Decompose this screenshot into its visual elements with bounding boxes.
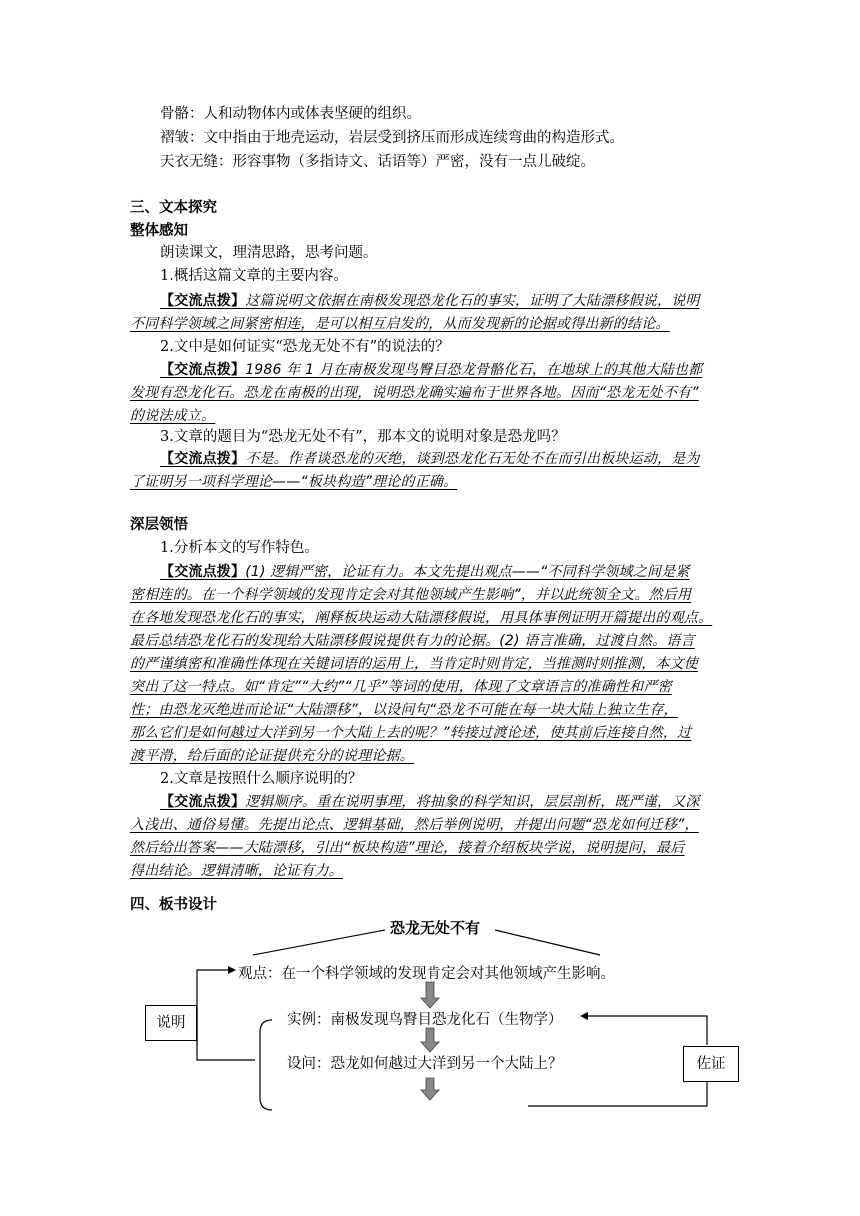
board-viewpoint: 观点：在一个科学领域的发现肯定会对其他领域产生影响。 <box>238 966 615 982</box>
section-title: 四、板书设计 <box>130 897 217 913</box>
answer-text: (1) 逻辑严密，论证有力。本文先提出观点——“不同科学领域之间是紧 <box>245 564 690 580</box>
question-connector <box>197 1010 255 1060</box>
answer-tag: 【交流点拨】 <box>160 451 246 467</box>
glossary-item: 骨骼：人和动物体内或体表坚硬的组织。 <box>160 106 421 122</box>
viewpoint-connector <box>197 970 228 1045</box>
board-question: 设问：恐龙如何越过大洋到另一个大陆上？ <box>287 1056 563 1072</box>
evidence-connector <box>588 1016 707 1045</box>
answer-line: 不同科学领域之间紧密相连，是可以相互启发的，从而发现新的论据或得出新的结论。 <box>130 316 670 332</box>
question: 1.分析本文的写作特色。 <box>160 540 319 556</box>
answer-tag: 【交流点拨】 <box>160 564 246 580</box>
section-title: 三、文本探究 <box>130 200 217 216</box>
answer-line: 然后给出答案——大陆漂移，引出“板块构造”理论，接着介绍板块学说，说明提问，最后 <box>130 840 685 856</box>
question: 2.文中是如何证实“恐龙无处不有”的说法的？ <box>160 339 450 355</box>
intro-text: 朗读课文，理清思路，思考问题。 <box>160 245 378 261</box>
question: 3.文章的题目为“恐龙无处不有”，那本文的说明对象是恐龙吗？ <box>160 429 566 445</box>
answer-text: 逻辑顺序。重在说明事理，将抽象的科学知识，层层剖析，既严谨，又深 <box>245 794 700 810</box>
arrow-head-right <box>228 966 236 974</box>
answer-line: 入浅出、通俗易懂。先提出论点、逻辑基础，然后举例说明，并提出问题“恐龙如何迁移”， <box>130 817 699 833</box>
subsection-title: 整体感知 <box>130 223 188 239</box>
evidence-bottom-connector <box>528 1080 707 1106</box>
answer-line: 密相连的。在一个科学领域的发现肯定会对其他领域产生影响”，并以此统领全文。然后用 <box>130 587 692 603</box>
answer-tag: 【交流点拨】 <box>160 293 246 309</box>
answer-line: 最后总结恐龙化石的发现给大陆漂移假说提供有力的论据。(2) 语言准确，过渡自然。语言 <box>130 633 695 649</box>
glossary-item: 褶皱：文中指由于地壳运动，岩层受到挤压而形成连续弯曲的构造形式。 <box>160 130 624 146</box>
answer-line: 性；由恐龙灭绝进而论证“大陆漂移”，以设问句“恐龙不可能在每一块大陆上独立生存， <box>130 702 678 718</box>
answer-line: 渡平滑，给后面的论证提供充分的说理论据。 <box>130 748 414 764</box>
answer-line: 了证明另一项科学理论——“板块构造”理论的正确。 <box>130 474 458 490</box>
down-arrow-1 <box>421 982 439 1008</box>
question: 2.文章是按照什么顺序说明的？ <box>160 771 363 787</box>
question: 1.概括这篇文章的主要内容。 <box>160 268 348 284</box>
answer-line: 得出结论。逻辑清晰，论证有力。 <box>130 863 343 879</box>
down-arrow-2 <box>421 1028 439 1052</box>
answer-line: 那么它们是如何越过大洋到另一个大陆上去的呢？”转接过渡论述，使其前后连接自然，过 <box>130 725 692 741</box>
answer-line: 的说法成立。 <box>130 408 216 424</box>
answer-line: 在各地发现恐龙化石的事实，阐释板块运动大陆漂移假说，用具体事例证明开篇提出的观点。 <box>130 610 713 626</box>
explain-box: 说明 <box>145 1005 197 1041</box>
subsection-title: 深层领悟 <box>130 517 188 533</box>
answer-tag: 【交流点拨】 <box>160 362 246 378</box>
answer-line: 发现有恐龙化石。恐龙在南极的出现，说明恐龙确实遍布于世界各地。因而“恐龙无处不有” <box>130 385 699 401</box>
roof-line-right <box>495 930 600 955</box>
board-example: 实例：南极发现鸟臀目恐龙化石（生物学） <box>287 1012 563 1028</box>
down-arrow-3 <box>421 1078 439 1100</box>
arrow-head-left <box>580 1012 588 1020</box>
answer-line: 突出了这一特点。如“肯定”“大约”“几乎”等词的使用，体现了文章语言的准确性和严密 <box>130 679 672 695</box>
roof-line-left <box>253 930 385 955</box>
answer-line: 的严谨缜密和准确性体现在关键词语的运用上，当肯定时则肯定，当推测时则推测，本文使 <box>130 656 698 672</box>
down-arrows <box>421 982 439 1100</box>
answer-tag: 【交流点拨】 <box>160 794 246 810</box>
answer-text: 不是。作者谈恐龙的灭绝，谈到恐龙化石无处不在而引出板块运动，是为 <box>245 451 700 467</box>
glossary-item: 天衣无缝：形容事物（多指诗文、话语等）严密，没有一点儿破绽。 <box>160 154 595 170</box>
board-title: 恐龙无处不有 <box>390 919 481 937</box>
answer-text: 这篇说明文依据在南极发现恐龙化石的事实，证明了大陆漂移假说，说明 <box>245 293 700 309</box>
answer-text: 1986 年 1 月在南极发现鸟臀目恐龙骨骼化石，在地球上的其他大陆也都 <box>245 362 703 378</box>
group-bracket <box>260 1020 272 1110</box>
evidence-box: 佐证 <box>683 1046 739 1082</box>
